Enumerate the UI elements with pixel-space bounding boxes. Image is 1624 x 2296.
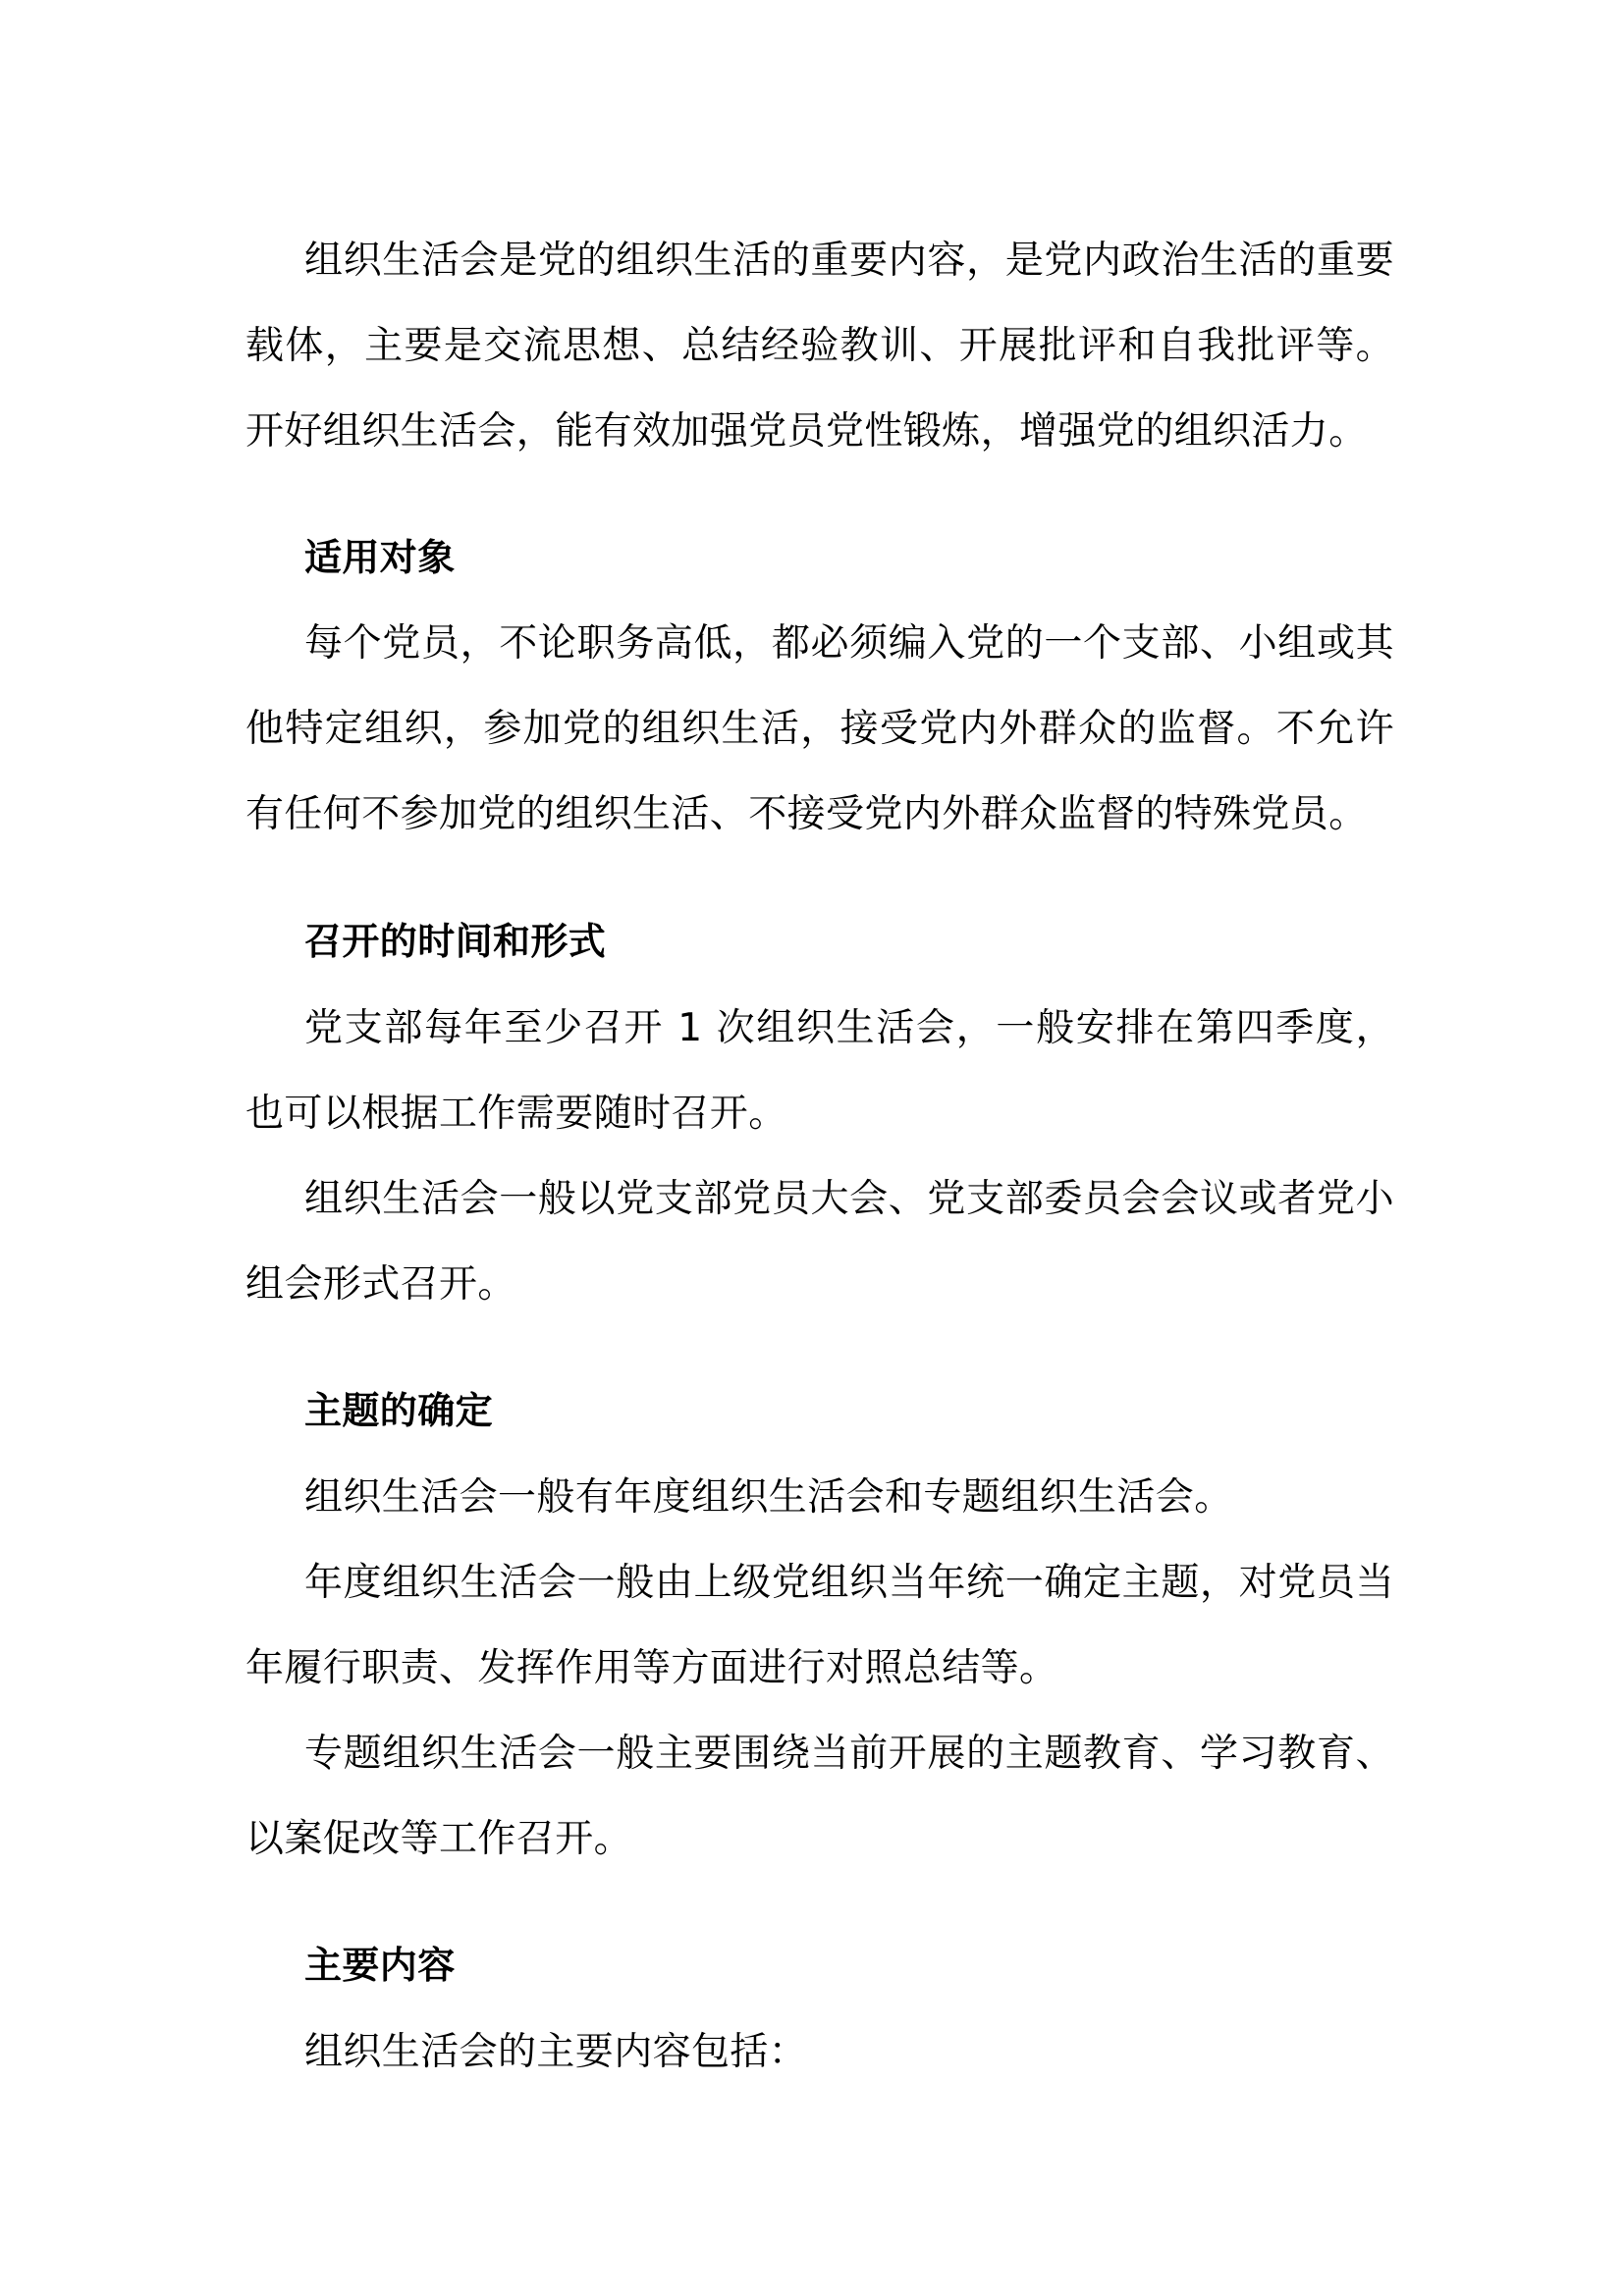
section-paragraph: 组织生活会的主要内容包括： <box>304 2030 808 2074</box>
section-paragraph: 专题组织生活会一般主要围绕当前开展的主题教育、学习教育、以案促改等工作召开。 <box>245 1732 1394 1861</box>
section-heading-time-and-form: 召开的时间和形式 <box>304 920 607 963</box>
section-paragraph: 每个党员，不论职务高低，都必须编入党的一个支部、小组或其他特定组织，参加党的组织生活，接受党内外群众的监督。不允许有任何不参加党的组织生活、不接受党内外群众监督的特殊党员。 <box>245 621 1394 836</box>
section-paragraph: 组织生活会一般以党支部党员大会、党支部委员会会议或者党小组会形式召开。 <box>245 1177 1394 1307</box>
section-paragraph: 年度组织生活会一般由上级党组织当年统一确定主题，对党员当年履行职责、发挥作用等方面进行对照总结等。 <box>245 1561 1394 1690</box>
section-paragraph: 组织生活会一般有年度组织生活会和专题组织生活会。 <box>304 1475 1233 1520</box>
section-heading-main-content: 主要内容 <box>304 1944 456 1987</box>
section-paragraph: 党支部每年至少召开 1 次组织生活会，一般安排在第四季度，也可以根据工作需要随时召开。 <box>245 1006 1394 1136</box>
intro-paragraph: 组织生活会是党的组织生活的重要内容，是党内政治生活的重要载体，主要是交流思想、总结经验教训、开展批评和自我批评等。开好组织生活会，能有效加强党员党性锻炼，增强党的组织活力。 <box>245 239 1394 454</box>
section-heading-applicable-objects: 适用对象 <box>304 536 456 579</box>
section-heading-topic-determination: 主题的确定 <box>304 1389 494 1432</box>
